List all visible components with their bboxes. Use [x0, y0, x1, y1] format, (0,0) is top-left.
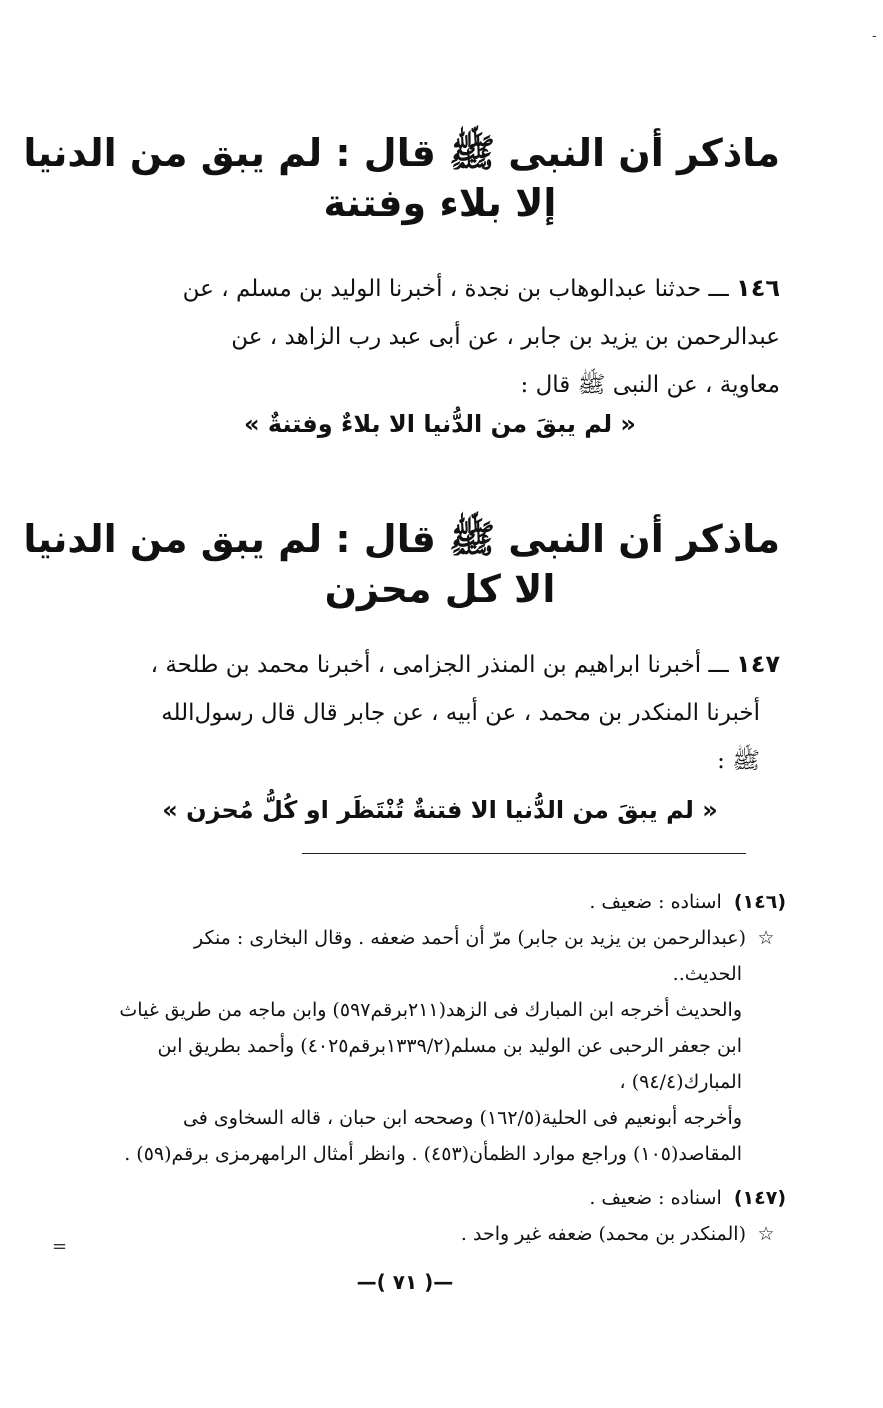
- hadith-147-quote: « لم يبقَ من الدُّنيا الا فتنةٌ تُنْتَظَر او كُلُّ مُحزن »: [162, 796, 718, 824]
- footnote-147-header: [96, 1180, 786, 1216]
- footnote-146-line1-text: (عبدالرحمن بن يزيد بن جابر) مرّ أن أحمد ضعفه . وقال البخارى : منكر: [193, 927, 746, 949]
- hadith-147-line1-text: ـــ أخبرنا ابراهيم بن المنذر الجزامى ، أخبرنا محمد بن طلحة ،: [150, 652, 729, 678]
- star-icon: ☆: [757, 927, 775, 949]
- chapter-heading-146: [23, 128, 780, 228]
- footnote-147-line1: [96, 1216, 786, 1252]
- hadith-146-quote: « لم يبقَ من الدُّنيا الا بلاءٌ وفتنةٌ »: [244, 410, 636, 438]
- footnote-146-line6: وأخرجه أبونعيم فى الحلية(١٦٢/٥) وصححه ابن حبان ، قاله السخاوى فى: [182, 1107, 742, 1129]
- footnote-147-line1-text: (المنكدر بن محمد) ضعفه غير واحد .: [460, 1223, 746, 1245]
- hadith-147: [100, 640, 780, 785]
- hadith-147-line2: أخبرنا المنكدر بن محمد ، عن أبيه ، عن جابر قال قال رسول‌الله: [161, 700, 760, 726]
- footnote-146-line1: [96, 920, 786, 956]
- hadith-146-number: ١٤٦: [736, 274, 780, 302]
- hadith-146-line3: معاوية ، عن النبى ﷺ قال :: [520, 372, 780, 398]
- corner-mark: -: [872, 28, 877, 44]
- page-number: —( ٧١ )—: [356, 1270, 454, 1294]
- hadith-146-line2: عبدالرحمن بن يزيد بن جابر ، عن أبى عبد رب الزاهد ، عن: [231, 324, 780, 350]
- footnote-separator: [302, 853, 746, 854]
- hadith-146-line1-text: ـــ حدثنا عبدالوهاب بن نجدة ، أخبرنا الوليد بن مسلم ، عن: [182, 276, 729, 302]
- footnote-146-line3: والحديث أخرجه ابن المبارك فى الزهد(٢١١برقم٥٩٧) وابن ماجه من طريق غياث: [119, 999, 742, 1021]
- chapter-heading-147-line2: الا كل محزن: [324, 567, 556, 611]
- footnote-146-line4: ابن جعفر الرحبى عن الوليد بن مسلم(١٣٣٩/٢برقم٤٠٢٥) وأحمد بطريق ابن: [157, 1035, 742, 1057]
- hadith-147-line1: [100, 640, 780, 689]
- footnote-146-header: [96, 884, 786, 920]
- footnote-146-line2: الحديث..: [672, 963, 742, 985]
- margin-mark: =: [52, 1236, 68, 1257]
- chapter-heading-146-line1: ماذكر أن النبى ﷺ قال : لم يبق من الدنيا: [23, 131, 780, 175]
- chapter-heading-147-line1: ماذكر أن النبى ﷺ قال : لم يبق من الدنيا: [23, 517, 780, 561]
- footnote-146-text: اسناده : ضعيف .: [589, 891, 722, 913]
- footnote-146-label: (١٤٦): [733, 891, 786, 913]
- hadith-146: [100, 264, 780, 409]
- footnote-146-line5: المبارك(٩٤/٤) ،: [619, 1071, 742, 1093]
- footnote-147-text: اسناده : ضعيف .: [589, 1187, 722, 1209]
- chapter-heading-146-line2: إلا بلاء وفتنة: [323, 181, 557, 225]
- chapter-heading-147: [23, 514, 780, 614]
- hadith-147-number: ١٤٧: [736, 650, 780, 678]
- hadith-147-line3: ﷺ :: [717, 748, 760, 774]
- star-icon: ☆: [757, 1223, 775, 1245]
- footnote-146-line7: المقاصد(١٠٥) وراجع موارد الظمأن(٤٥٣) . وانظر أمثال الرامهرمزى برقم(٥٩) .: [124, 1143, 742, 1165]
- footnotes: [96, 884, 786, 1252]
- hadith-146-line1: [100, 264, 780, 313]
- footnote-147-label: (١٤٧): [733, 1187, 786, 1209]
